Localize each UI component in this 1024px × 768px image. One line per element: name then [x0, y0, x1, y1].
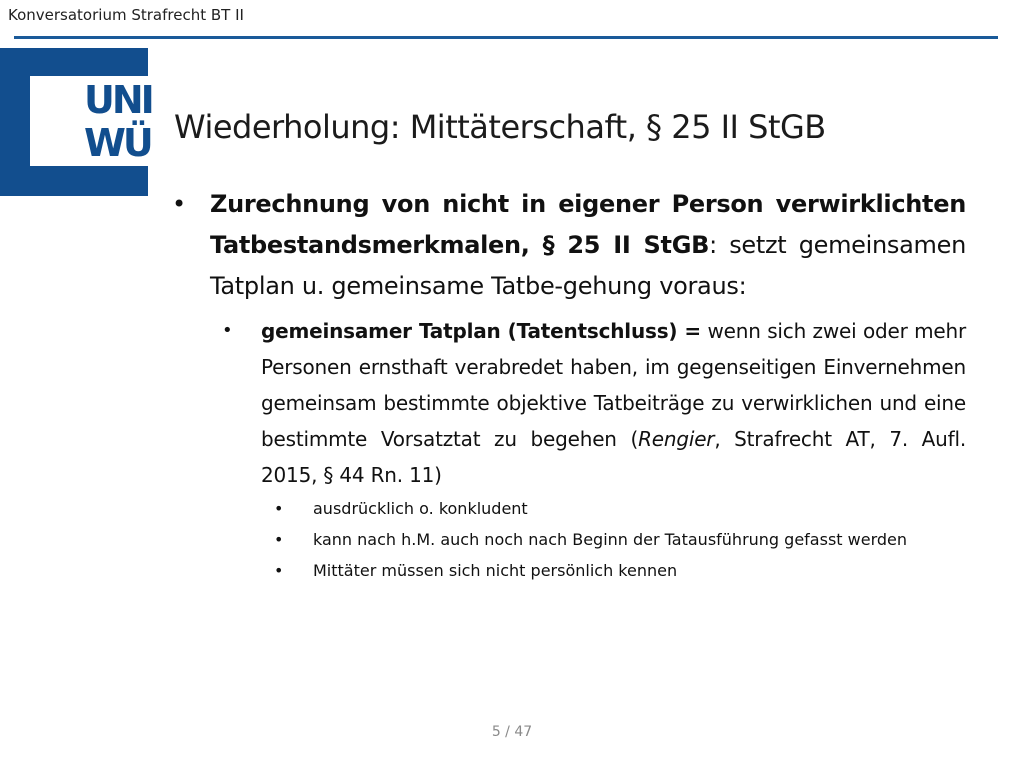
sub-bullet-text: Mittäter müssen sich nicht persönlich kennen [313, 561, 678, 580]
bullet-level2 [170, 313, 966, 493]
bullet-dot-icon: • [274, 530, 284, 549]
slide-content [170, 184, 966, 586]
bullet-bold-text: Zurechnung von nicht in eigener Person verwirklichten Tatbestandsmerkmalen, § 25 II StGB [210, 190, 966, 259]
logo-text-line1: UNI [84, 78, 152, 122]
bullet-level1 [170, 184, 966, 307]
bullet-dot-icon: • [274, 499, 284, 518]
bullet-text: : setzt gemeinsamen Tatplan u. gemeinsame Tatbe-gehung voraus: [210, 231, 966, 300]
header-divider [14, 36, 998, 39]
bullet-dot-icon: • [172, 190, 186, 218]
citation-author: Rengier [638, 427, 715, 451]
sub-bullet-text: kann nach h.M. auch noch nach Beginn der Tatausführung gefasst werden [313, 530, 908, 549]
bullet-level3 [170, 494, 966, 524]
logo-text-line2: WÜ [84, 121, 151, 165]
bullet-level3 [170, 556, 966, 586]
bullet-dot-icon: • [274, 561, 284, 580]
bullet-dot-icon: • [222, 320, 233, 341]
bullet-level3 [170, 525, 966, 555]
bullet-text: , Strafrecht AT, 7. Aufl. 2015, § 44 Rn. 11) [261, 427, 966, 487]
bullet-text: wenn sich zwei oder mehr Personen ernsthaft verabredet haben, im gegenseitigen Einvernehmen gemeinsam bestimmte objektive Tatbeiträge zu verwirklichen und eine bestimmte Vorsatztat zu begehen ( [261, 319, 966, 451]
sub-bullet-text: ausdrücklich o. konkludent [313, 499, 528, 518]
page-indicator: 5 / 47 [491, 724, 533, 740]
slide-title: Wiederholung: Mittäterschaft, § 25 II StGB [174, 108, 826, 146]
bullet-bold-text: gemeinsamer Tatplan (Tatentschluss) = [261, 319, 701, 343]
course-title: Konversatorium Strafrecht BT II [8, 6, 244, 24]
